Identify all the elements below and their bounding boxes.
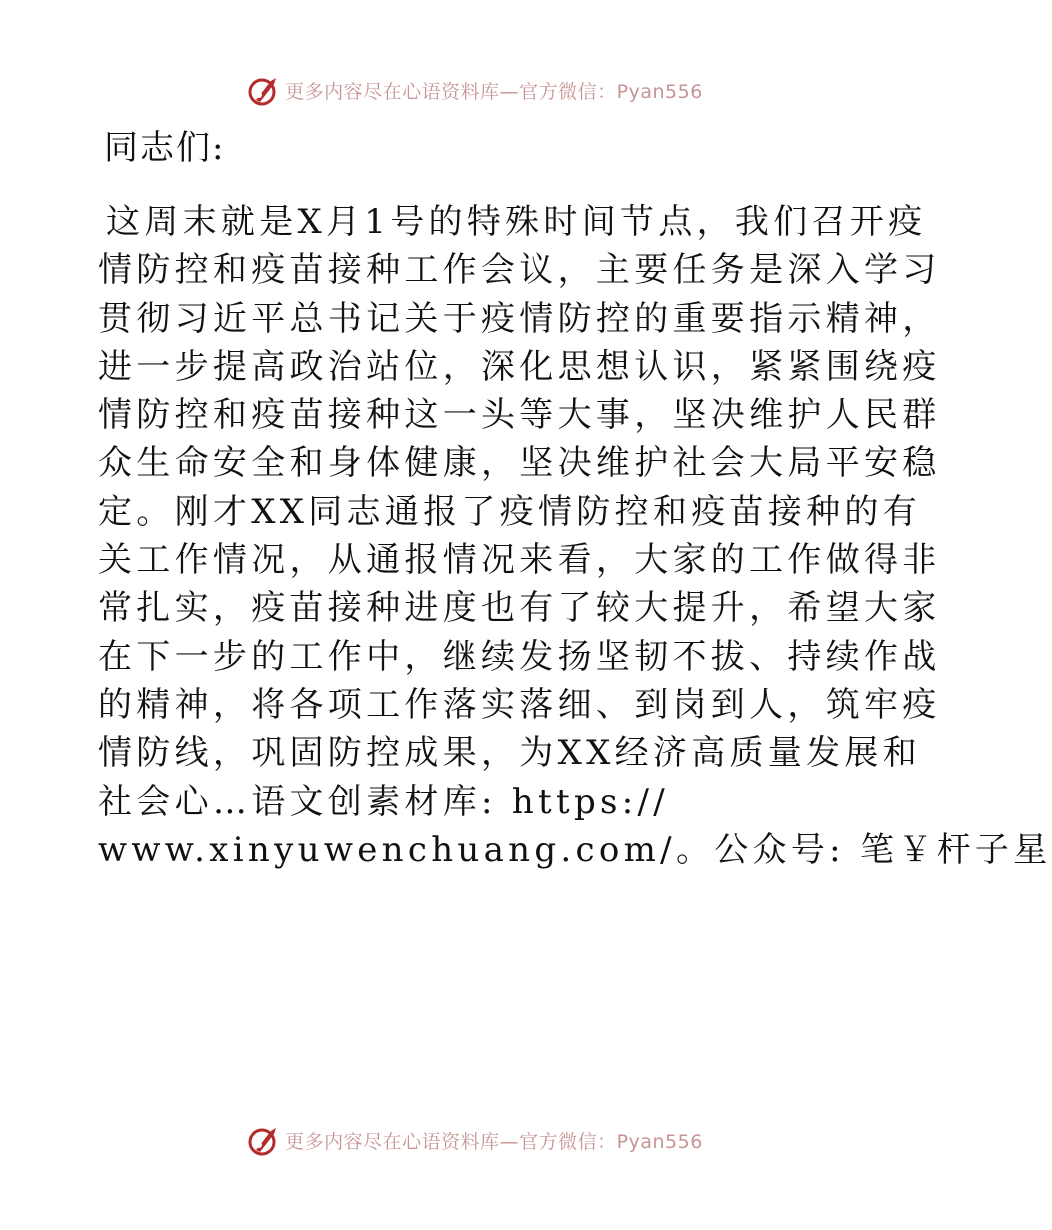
body-line: 贯彻习近平总书记关于疫情防控的重要指示精神，	[98, 298, 941, 339]
footer-banner	[0, 1122, 950, 1158]
body-line: 情防线，巩固防控成果，为XX经济高质量发展和	[98, 733, 922, 774]
header-banner-text: 更多内容尽在心语资料库—官方微信：Pyan556	[285, 80, 703, 103]
body-line: 情防控和疫苗接种工作会议，主要任务是深入学习	[98, 250, 941, 291]
body-line: 定。刚才XX同志通报了疫情防控和疫苗接种的有	[98, 491, 922, 532]
body-line: 这周末就是X月1号的特殊时间节点，我们召开疫	[106, 202, 927, 242]
greeting: 同志们:	[104, 128, 226, 168]
body-line: 常扎实，疫苗接种进度也有了较大提升，希望大家	[98, 588, 941, 629]
body-line: 在下一步的工作中，继续发扬坚韧不拔、持续作战	[98, 636, 941, 677]
body-line-url: www.xinyuwenchuang.com/。公众号: 笔￥杆子星	[98, 829, 1052, 870]
body-line: 关工作情况，从通报情况来看，大家的工作做得非	[98, 540, 941, 581]
body-line: 社会心…语文创素材库: https://	[98, 781, 670, 822]
body-line: 进一步提高政治站位，深化思想认识，紧紧围绕疫	[98, 346, 941, 387]
pen-logo-icon	[247, 1123, 281, 1157]
body-line: 的精神，将各项工作落实落细、到岗到人，筑牢疫	[98, 684, 941, 725]
body-paragraph	[98, 198, 1052, 874]
body-line: 众生命安全和身体健康，坚决维护社会大局平安稳	[98, 443, 941, 484]
header-banner	[0, 72, 950, 108]
pen-logo-icon	[247, 73, 281, 107]
footer-banner-text: 更多内容尽在心语资料库—官方微信：Pyan556	[285, 1130, 703, 1153]
body-line: 情防控和疫苗接种这一头等大事，坚决维护人民群	[98, 395, 941, 436]
